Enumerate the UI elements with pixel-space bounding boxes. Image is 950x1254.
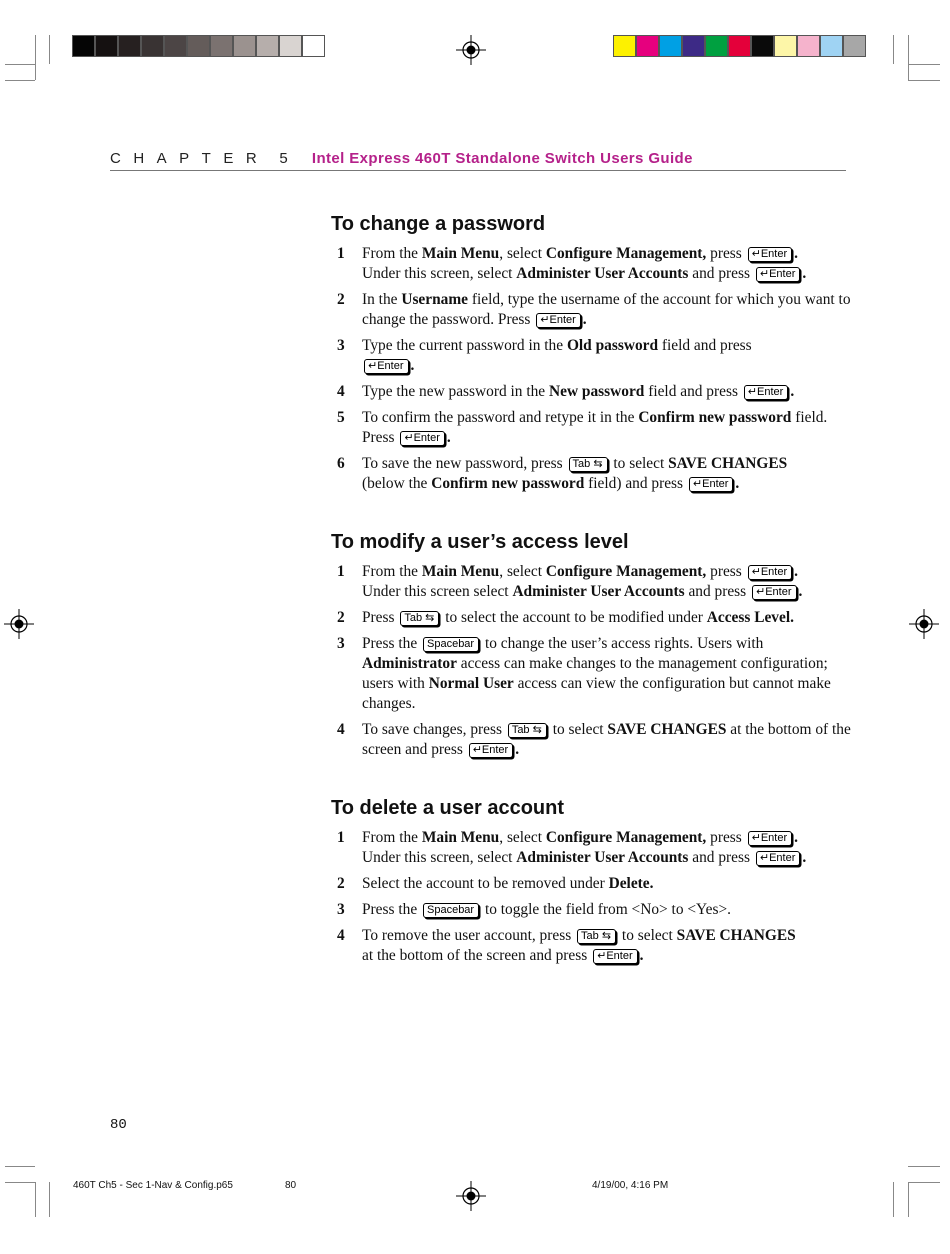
list-item	[331, 408, 851, 448]
registration-mark-icon	[456, 1181, 486, 1211]
step-bold-text: Configure Management,	[545, 563, 707, 580]
step-text: .	[410, 357, 415, 374]
step-text: .	[802, 849, 807, 866]
step-number: 3	[337, 337, 345, 354]
return-arrow-icon: ↵	[751, 832, 761, 844]
step-number: 1	[337, 563, 345, 580]
color-swatch	[751, 35, 774, 57]
gray-swatch	[210, 35, 233, 57]
color-swatch	[659, 35, 682, 57]
step-text: and press	[688, 265, 754, 282]
return-arrow-icon: ↵	[759, 852, 770, 864]
enter-key	[744, 385, 789, 400]
step-number: 3	[337, 901, 345, 918]
enter-key	[536, 313, 581, 328]
color-swatch	[797, 35, 820, 57]
step-text: .	[515, 741, 520, 758]
step-text: field) and press	[584, 475, 687, 492]
return-arrow-icon: ↵	[751, 566, 761, 578]
tab-arrows-icon: ⇆	[425, 612, 435, 624]
step-text: and press	[688, 849, 754, 866]
step-bold-text: Username	[401, 291, 469, 308]
chapter-label: CHAPTER	[110, 150, 270, 167]
enter-key	[469, 743, 514, 758]
crop-mark	[5, 80, 35, 81]
step-text: Under this screen select	[362, 583, 513, 600]
steps-modify-access	[331, 562, 851, 766]
list-item	[331, 720, 851, 760]
enter-key	[748, 247, 793, 262]
step-text: Press	[362, 609, 399, 626]
enter-key	[756, 267, 801, 282]
step-text: Select the account to be removed under	[362, 875, 609, 892]
return-arrow-icon: ↵	[759, 268, 770, 280]
step-text: and press	[684, 583, 750, 600]
step-text: To save the new password, press	[362, 455, 567, 472]
return-arrow-icon: ↵	[692, 478, 703, 490]
step-text: Under this screen, select	[362, 265, 517, 282]
step-bold-text: SAVE CHANGES	[607, 721, 727, 738]
section-heading-change-password: To change a password	[331, 213, 546, 235]
steps-change-password	[331, 244, 851, 500]
return-arrow-icon: ↵	[368, 360, 378, 372]
list-item	[331, 290, 851, 330]
key-label: Enter	[760, 832, 788, 844]
tab-arrows-icon: ⇆	[593, 458, 603, 470]
color-swatch	[843, 35, 866, 57]
step-bold-text: New password	[549, 383, 645, 400]
step-bold-text: Administer User Accounts	[516, 849, 689, 866]
step-bold-text: Confirm new password	[638, 409, 792, 426]
crop-mark	[893, 1182, 894, 1217]
enter-key	[400, 431, 445, 446]
step-text: .	[802, 265, 807, 282]
step-number: 2	[337, 609, 345, 626]
list-item	[331, 454, 851, 494]
tab-key	[577, 929, 616, 944]
color-swatch	[728, 35, 751, 57]
step-bold-text: SAVE CHANGES	[676, 927, 796, 944]
color-swatch	[774, 35, 797, 57]
list-item	[331, 926, 851, 966]
gray-swatch	[256, 35, 279, 57]
step-bold-text: Administrator	[362, 655, 457, 672]
step-bold-text: Configure Management,	[545, 829, 707, 846]
key-label: Enter	[377, 360, 404, 372]
step-text: to change the user’s access rights. Users with	[481, 635, 764, 652]
step-text: .	[798, 583, 803, 600]
running-header	[110, 150, 846, 171]
crop-mark	[49, 35, 50, 64]
step-text: .	[794, 829, 798, 846]
color-swatch	[705, 35, 728, 57]
crop-mark	[908, 1166, 940, 1167]
color-swatch	[636, 35, 659, 57]
step-bold-text: Configure Management,	[545, 245, 707, 262]
enter-key	[748, 565, 793, 580]
step-text: to select the account to be modified under	[441, 609, 707, 626]
step-bold-text: Main Menu	[421, 829, 500, 846]
step-text: to select	[618, 927, 677, 944]
list-item	[331, 608, 851, 628]
return-arrow-icon: ↵	[597, 950, 607, 962]
step-bold-text: Old password	[566, 337, 659, 354]
step-bold-text: Main Menu	[421, 563, 500, 580]
list-item	[331, 828, 851, 868]
spacebar-key	[423, 903, 479, 918]
steps-delete-account	[331, 828, 851, 972]
step-text: to toggle the field from <No> to <Yes>.	[481, 901, 731, 918]
gray-swatch	[302, 35, 325, 57]
step-text: From the	[362, 829, 422, 846]
step-text: Type the current password in the	[362, 337, 567, 354]
crop-mark	[908, 80, 940, 81]
step-text: at the bottom of the screen and press	[362, 947, 592, 964]
key-label: Enter	[765, 586, 792, 598]
registration-mark-icon	[909, 609, 939, 639]
tab-arrows-icon: ⇆	[532, 724, 542, 736]
step-text: .	[794, 245, 798, 262]
step-bold-text: Delete.	[608, 875, 654, 892]
step-text: To remove the user account, press	[362, 927, 576, 944]
return-arrow-icon: ↵	[472, 744, 482, 756]
step-text: field and press	[644, 383, 742, 400]
key-label: Enter	[413, 432, 440, 444]
step-text: (below the	[362, 475, 432, 492]
step-text: press	[706, 245, 746, 262]
gray-swatch	[233, 35, 256, 57]
list-item	[331, 874, 851, 894]
step-number: 4	[337, 383, 345, 400]
return-arrow-icon: ↵	[540, 314, 550, 326]
step-text: press	[706, 829, 746, 846]
list-item	[331, 382, 851, 402]
crop-mark	[5, 1166, 35, 1167]
return-arrow-icon: ↵	[756, 586, 766, 598]
step-text: .	[790, 383, 795, 400]
gray-swatch	[141, 35, 164, 57]
step-text: press	[706, 563, 746, 580]
step-text: , select	[499, 829, 546, 846]
step-text: Type the new password in the	[362, 383, 549, 400]
step-text: access can make changes to the management configuration; users with	[362, 655, 828, 692]
step-bold-text: Main Menu	[421, 245, 500, 262]
book-title: Intel Express 460T Standalone Switch Users Guide	[311, 150, 693, 167]
step-text: .	[582, 311, 587, 328]
slug-date: 4/19/00, 4:16 PM	[592, 1180, 669, 1191]
slug-page-number: 80	[285, 1180, 297, 1191]
step-text: In the	[362, 291, 402, 308]
return-arrow-icon: ↵	[404, 432, 414, 444]
key-label: Tab	[404, 612, 423, 624]
gray-swatch	[72, 35, 95, 57]
color-swatch	[613, 35, 636, 57]
step-number: 6	[337, 455, 345, 472]
crop-mark	[49, 1182, 50, 1217]
step-text: , select	[499, 563, 546, 580]
step-text: field, type the username of the account for which you want to change the password. Press	[362, 291, 851, 328]
list-item	[331, 244, 851, 284]
step-text: .	[639, 947, 644, 964]
registration-mark-icon	[456, 35, 486, 65]
key-label: Enter	[481, 744, 509, 756]
key-label: Spacebar	[427, 904, 475, 916]
enter-key	[756, 851, 801, 866]
return-arrow-icon: ↵	[751, 248, 761, 260]
step-text: to select	[548, 721, 608, 738]
step-text: To confirm the password and retype it in the	[362, 409, 639, 426]
step-text: .	[735, 475, 740, 492]
step-number: 2	[337, 875, 345, 892]
crop-mark	[5, 64, 35, 65]
step-text: field. Press	[362, 409, 828, 446]
key-label: Tab	[511, 724, 530, 736]
enter-key	[752, 585, 797, 600]
list-item	[331, 900, 851, 920]
key-label: Enter	[702, 478, 729, 490]
tab-key	[400, 611, 439, 626]
crop-mark	[35, 1182, 36, 1217]
key-label: Enter	[769, 852, 796, 864]
crop-mark	[893, 35, 894, 64]
step-text: , select	[499, 245, 546, 262]
spacebar-key	[423, 637, 479, 652]
key-label: Tab	[572, 458, 591, 470]
key-label: Enter	[549, 314, 576, 326]
step-bold-text: Confirm new password	[431, 475, 585, 492]
tab-key	[569, 457, 608, 472]
step-bold-text: Administer User Accounts	[516, 265, 689, 282]
step-bold-text: Access Level.	[706, 609, 794, 626]
registration-mark-icon	[4, 609, 34, 639]
step-bold-text: Administer User Accounts	[512, 583, 685, 600]
page-number: 80	[110, 1117, 127, 1133]
slug-file-name: 460T Ch5 - Sec 1-Nav & Config.p65	[73, 1180, 233, 1191]
key-label: Tab	[581, 930, 599, 942]
key-label: Enter	[760, 248, 788, 260]
step-number: 5	[337, 409, 345, 426]
grayscale-calibration-bar	[72, 35, 325, 57]
step-number: 4	[337, 721, 345, 738]
tab-key	[508, 723, 547, 738]
step-bold-text: Normal User	[428, 675, 514, 692]
key-label: Enter	[769, 268, 796, 280]
step-bold-text: SAVE CHANGES	[668, 455, 788, 472]
list-item	[331, 562, 851, 602]
step-text: From the	[362, 245, 422, 262]
list-item	[331, 336, 851, 376]
step-text: Press the	[362, 901, 421, 918]
crop-mark	[908, 64, 940, 65]
step-number: 2	[337, 291, 345, 308]
gray-swatch	[187, 35, 210, 57]
crop-mark	[908, 1182, 909, 1217]
step-text: at the bottom of the screen and press	[362, 721, 851, 758]
key-label: Enter	[606, 950, 633, 962]
crop-mark	[5, 1182, 35, 1183]
section-heading-delete-account: To delete a user account	[331, 797, 565, 819]
section-heading-modify-access: To modify a user’s access level	[331, 531, 629, 553]
step-number: 1	[337, 245, 345, 262]
enter-key	[593, 949, 638, 964]
crop-mark	[908, 35, 909, 80]
gray-swatch	[118, 35, 141, 57]
crop-mark	[908, 1182, 940, 1183]
tab-arrows-icon: ⇆	[601, 930, 612, 942]
chapter-number: 5	[279, 150, 288, 167]
step-number: 1	[337, 829, 345, 846]
gray-swatch	[164, 35, 187, 57]
step-text: to select	[609, 455, 669, 472]
enter-key	[689, 477, 734, 492]
step-text: .	[446, 429, 451, 446]
key-label: Spacebar	[427, 638, 475, 650]
step-text: Under this screen, select	[362, 849, 517, 866]
crop-mark	[35, 35, 36, 80]
color-calibration-bar	[613, 35, 866, 57]
gray-swatch	[279, 35, 302, 57]
step-text: Press the	[362, 635, 421, 652]
step-text: To save changes, press	[362, 721, 506, 738]
return-arrow-icon: ↵	[747, 386, 758, 398]
key-label: Enter	[760, 566, 788, 578]
enter-key	[748, 831, 793, 846]
step-text: field and press	[658, 337, 752, 354]
step-number: 4	[337, 927, 345, 944]
color-swatch	[820, 35, 843, 57]
gray-swatch	[95, 35, 118, 57]
list-item	[331, 634, 851, 714]
step-text: access can view the configuration but cannot make changes.	[362, 675, 831, 712]
step-number: 3	[337, 635, 345, 652]
step-text: .	[794, 563, 798, 580]
color-swatch	[682, 35, 705, 57]
enter-key	[364, 359, 409, 374]
key-label: Enter	[757, 386, 784, 398]
step-text: From the	[362, 563, 422, 580]
